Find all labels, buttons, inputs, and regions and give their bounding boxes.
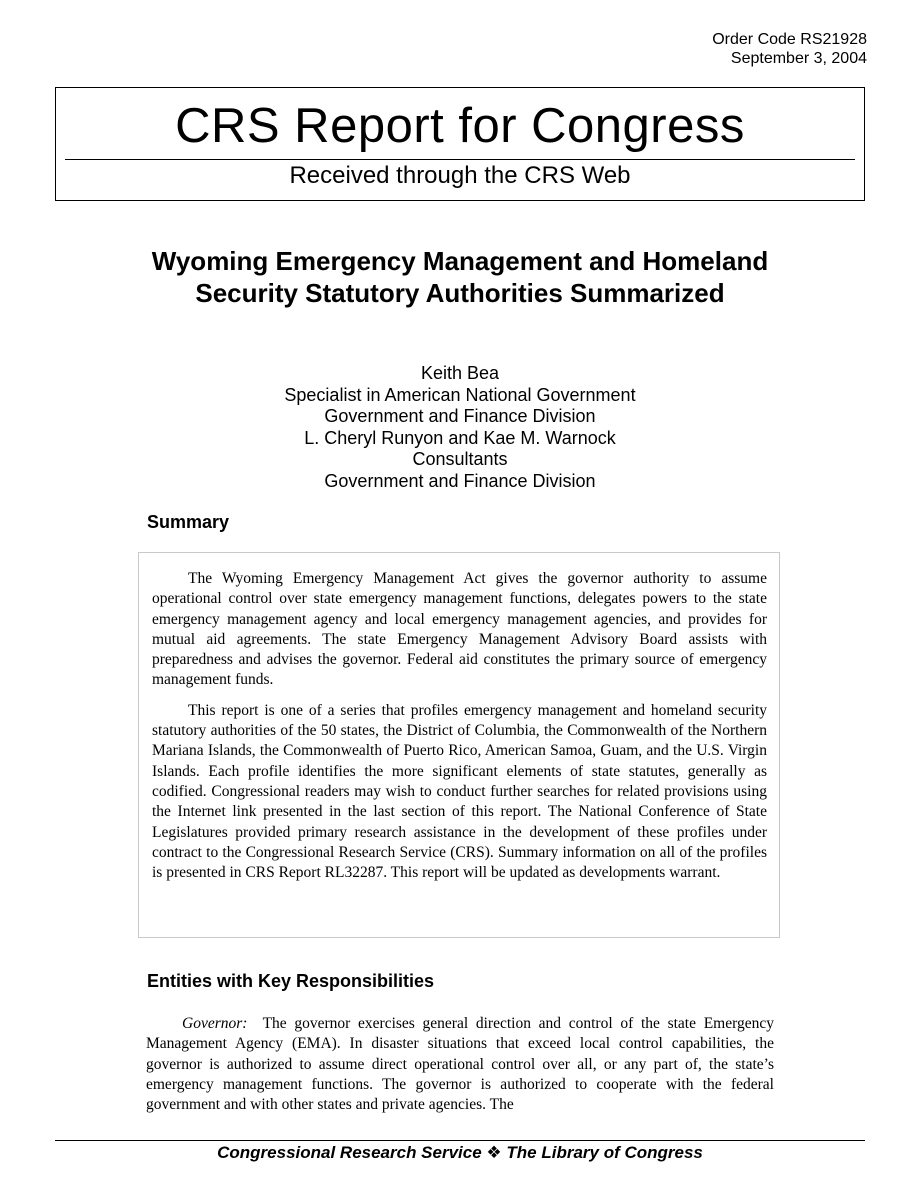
governor-paragraph [146,1014,774,1115]
report-date: September 3, 2004 [730,50,867,67]
governor-lead: Governor: [182,1015,248,1032]
crs-banner [55,87,865,201]
order-info [712,30,867,68]
report-title: Wyoming Emergency Management and Homeland Security Statutory Authorities Summarized [151,246,769,308]
footer-divider [55,1140,865,1141]
footer [0,1143,920,1163]
entities-heading: Entities with Key Responsibilities [147,971,435,991]
footer-separator-icon: ❖ [486,1143,502,1162]
author-name: Keith Bea [420,363,500,383]
author-block [160,363,760,492]
governor-text: The governor exercises general direction and control of the state Emergency Management Agency (EMA). In disaster situations that exceed local control capabilities, the governor is authorized to assume direct operational control over all, or any part of, the state’s emergency management functions. The governor is authorized to cooperate with the federal government and with other states and private agencies. The [146,1015,774,1114]
footer-loc: The Library of Congress [506,1143,703,1162]
banner-subtitle: Received through the CRS Web [289,162,631,189]
summary-heading: Summary [147,512,230,532]
coauthor-names: L. Cheryl Runyon and Kae M. Warnock [304,427,616,448]
summary-paragraph: This report is one of a series that profiles emergency management and homeland security statutory authorities of the 50 states, the District of Columbia, the Commonwealth of the Northern Mariana Islands, the Commonwealth of Puerto Rico, American Samoa, Guam, and the U.S. Virgin Islands. Each profile identifies the more significant elements of state statutes, generally as codified. Congressional readers may wish to conduct further searches for related provisions using the Internet link presented in the last section of this report. The National Conference of State Legislatures provided primary research assistance in the development of these profiles under contract to the Congressional Research Service (CRS). Summary information on all of the profiles is presented in CRS Report RL32287. This report will be updated as developments warrant. [152,701,767,882]
banner-divider [65,159,855,160]
author-position: Specialist in American National Government [284,384,636,405]
order-code: Order Code RS21928 [712,31,867,48]
footer-crs: Congressional Research Service [217,1143,482,1162]
coauthor-division: Government and Finance Division [324,470,596,491]
summary-box [138,552,780,938]
coauthor-role: Consultants [412,449,508,469]
summary-paragraph: The Wyoming Emergency Management Act gives the governor authority to assume operational control over state emergency management functions, delegates powers to the state emergency management agency and local emergency management agencies, and provides for mutual aid agreements. The state Emergency Management Advisory Board assists with preparedness and advises the governor. Federal aid constitutes the primary source of emergency management funds. [152,570,767,689]
author-division: Government and Finance Division [324,406,596,426]
banner-title: CRS Report for Congress [175,99,745,153]
